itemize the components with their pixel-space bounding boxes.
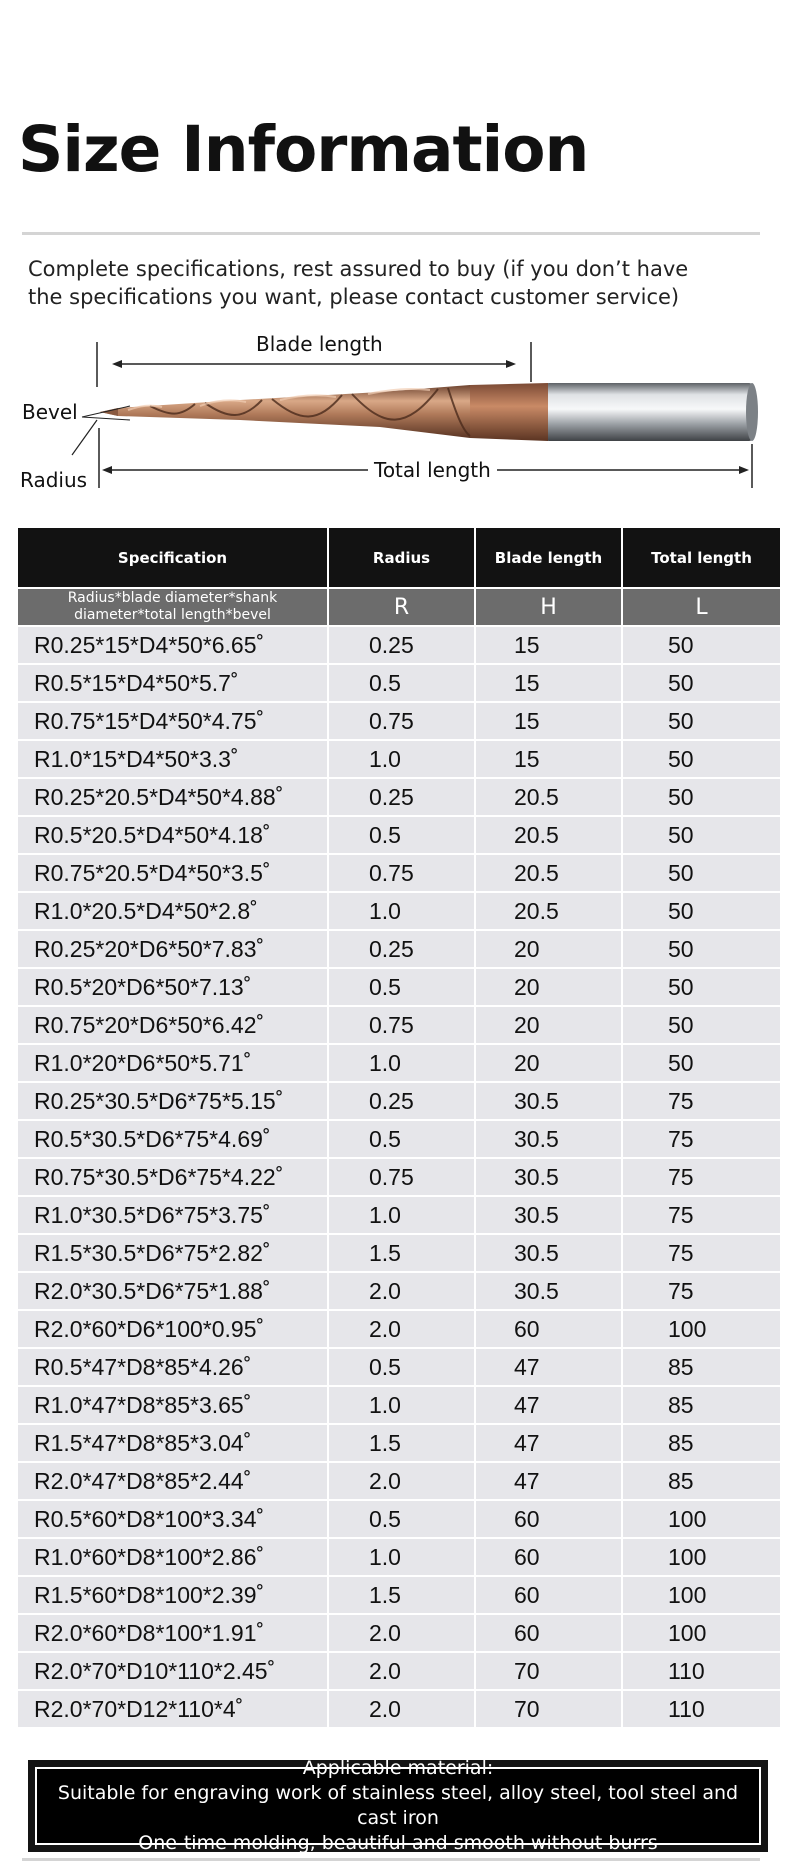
subheader-description (18, 588, 328, 626)
total-length-cell: 50 (622, 740, 780, 778)
spec-cell: R1.0*30.5*D6*75*3.75˚ (18, 1196, 328, 1234)
table-row (18, 1196, 780, 1234)
header-radius: Radius (328, 528, 475, 588)
table-row (18, 1272, 780, 1310)
subheader-h-symbol: H (475, 588, 622, 626)
blade-length-cell: 15 (475, 626, 622, 664)
spec-cell: R0.75*20.5*D4*50*3.5˚ (18, 854, 328, 892)
spec-cell: R2.0*70*D10*110*2.45˚ (18, 1652, 328, 1690)
spec-cell: R0.5*20.5*D4*50*4.18˚ (18, 816, 328, 854)
blade-length-cell: 60 (475, 1310, 622, 1348)
header-blade-length: Blade length (475, 528, 622, 588)
table-row (18, 1424, 780, 1462)
blade-arrow-right (506, 360, 516, 368)
total-length-cell: 50 (622, 930, 780, 968)
shank-end (746, 383, 758, 441)
blade-length-cell: 60 (475, 1614, 622, 1652)
radius-cell: 0.25 (328, 778, 475, 816)
total-length-cell: 75 (622, 1158, 780, 1196)
radius-cell: 2.0 (328, 1690, 475, 1728)
shank (545, 383, 753, 441)
total-length-cell: 100 (622, 1500, 780, 1538)
blade-length-cell: 60 (475, 1500, 622, 1538)
spec-cell: R0.75*15*D4*50*4.75˚ (18, 702, 328, 740)
total-arrow-right (739, 466, 749, 474)
spec-cell: R2.0*47*D8*85*2.44˚ (18, 1462, 328, 1500)
radius-cell: 1.5 (328, 1424, 475, 1462)
radius-cell: 0.5 (328, 1348, 475, 1386)
table-row (18, 1652, 780, 1690)
total-length-cell: 85 (622, 1462, 780, 1500)
spec-cell: R1.0*15*D4*50*3.3˚ (18, 740, 328, 778)
table-row (18, 1500, 780, 1538)
total-length-cell: 50 (622, 892, 780, 930)
total-length-cell: 50 (622, 702, 780, 740)
total-length-cell: 50 (622, 1006, 780, 1044)
blade-length-cell: 20 (475, 1006, 622, 1044)
intro-text (28, 255, 748, 311)
table-row (18, 892, 780, 930)
blade-length-cell: 30.5 (475, 1234, 622, 1272)
radius-cell: 0.75 (328, 1006, 475, 1044)
radius-cell: 2.0 (328, 1614, 475, 1652)
table-row (18, 1044, 780, 1082)
total-length-cell: 50 (622, 816, 780, 854)
total-length-cell: 85 (622, 1424, 780, 1462)
radius-cell: 1.0 (328, 1044, 475, 1082)
total-length-cell: 75 (622, 1082, 780, 1120)
blade-length-cell: 47 (475, 1462, 622, 1500)
header-total-length: Total length (622, 528, 780, 588)
total-length-cell: 110 (622, 1652, 780, 1690)
spec-cell: R1.5*30.5*D6*75*2.82˚ (18, 1234, 328, 1272)
blade-length-cell: 30.5 (475, 1272, 622, 1310)
intro-line-2: the specifications you want, please contact customer service) (28, 285, 680, 309)
radius-leader (72, 420, 97, 455)
table-row (18, 740, 780, 778)
radius-cell: 1.0 (328, 892, 475, 930)
total-length-cell: 85 (622, 1386, 780, 1424)
blade-length-cell: 15 (475, 702, 622, 740)
total-length-cell: 100 (622, 1538, 780, 1576)
spec-cell: R1.0*47*D8*85*3.65˚ (18, 1386, 328, 1424)
table-row (18, 1614, 780, 1652)
blade-length-cell: 47 (475, 1386, 622, 1424)
total-length-cell: 75 (622, 1196, 780, 1234)
spec-cell: R1.0*20.5*D4*50*2.8˚ (18, 892, 328, 930)
table-row (18, 1082, 780, 1120)
tool-diagram (0, 320, 790, 495)
spec-cell: R0.25*20.5*D4*50*4.88˚ (18, 778, 328, 816)
radius-cell: 1.0 (328, 740, 475, 778)
radius-cell: 2.0 (328, 1462, 475, 1500)
radius-cell: 0.75 (328, 1158, 475, 1196)
material-finish: One-time molding, beautiful and smooth without burrs (138, 1832, 658, 1854)
table-row (18, 1158, 780, 1196)
table-row (18, 816, 780, 854)
spec-cell: R0.5*30.5*D6*75*4.69˚ (18, 1120, 328, 1158)
table-row (18, 664, 780, 702)
blade-length-label: Blade length (252, 332, 387, 356)
spec-cell: R2.0*60*D6*100*0.95˚ (18, 1310, 328, 1348)
radius-cell: 0.75 (328, 702, 475, 740)
table-row (18, 1234, 780, 1272)
blade-length-cell: 20.5 (475, 854, 622, 892)
spec-cell: R2.0*30.5*D6*75*1.88˚ (18, 1272, 328, 1310)
table-row (18, 626, 780, 664)
total-length-cell: 50 (622, 778, 780, 816)
radius-cell: 2.0 (328, 1272, 475, 1310)
blade-length-cell: 60 (475, 1538, 622, 1576)
total-length-label: Total length (368, 458, 497, 482)
spec-cell: R0.25*30.5*D6*75*5.15˚ (18, 1082, 328, 1120)
radius-label: Radius (20, 468, 88, 492)
table-row (18, 778, 780, 816)
spec-cell: R2.0*60*D8*100*1.91˚ (18, 1614, 328, 1652)
spec-cell: R0.5*47*D8*85*4.26˚ (18, 1348, 328, 1386)
subheader-l-symbol: L (622, 588, 780, 626)
radius-cell: 1.5 (328, 1234, 475, 1272)
spec-cell: R1.5*60*D8*100*2.39˚ (18, 1576, 328, 1614)
intro-line-1: Complete specifications, rest assured to buy (if you don’t have (28, 257, 689, 281)
table-row (18, 1462, 780, 1500)
page-title: Size Information (18, 113, 589, 186)
total-arrow-left (102, 466, 112, 474)
spec-cell: R0.5*15*D4*50*5.7˚ (18, 664, 328, 702)
header-specification: Specification (18, 528, 328, 588)
radius-cell: 2.0 (328, 1310, 475, 1348)
total-length-cell: 85 (622, 1348, 780, 1386)
blade-length-cell: 20.5 (475, 816, 622, 854)
blade-length-cell: 30.5 (475, 1082, 622, 1120)
table-row (18, 1348, 780, 1386)
spec-cell: R0.75*20*D6*50*6.42˚ (18, 1006, 328, 1044)
spec-cell: R0.5*20*D6*50*7.13˚ (18, 968, 328, 1006)
spec-cell: R0.5*60*D8*100*3.34˚ (18, 1500, 328, 1538)
blade-length-cell: 30.5 (475, 1196, 622, 1234)
blade-length-cell: 20 (475, 968, 622, 1006)
blade-length-cell: 15 (475, 740, 622, 778)
spec-cell: R1.5*47*D8*85*3.04˚ (18, 1424, 328, 1462)
blade-length-cell: 20.5 (475, 778, 622, 816)
table-row (18, 1576, 780, 1614)
total-length-cell: 100 (622, 1310, 780, 1348)
radius-cell: 0.25 (328, 930, 475, 968)
blade-length-cell: 20.5 (475, 892, 622, 930)
table-row (18, 968, 780, 1006)
radius-cell: 0.5 (328, 968, 475, 1006)
total-length-cell: 75 (622, 1120, 780, 1158)
radius-cell: 0.5 (328, 1500, 475, 1538)
total-length-cell: 50 (622, 664, 780, 702)
table-row (18, 930, 780, 968)
table-row (18, 1690, 780, 1728)
bevel-leader-bottom (82, 417, 130, 420)
table-row (18, 702, 780, 740)
table-row (18, 854, 780, 892)
total-length-cell: 100 (622, 1576, 780, 1614)
radius-cell: 0.25 (328, 1082, 475, 1120)
blade-length-cell: 60 (475, 1576, 622, 1614)
total-length-cell: 50 (622, 626, 780, 664)
blade-length-cell: 20 (475, 1044, 622, 1082)
collar (470, 383, 548, 441)
spec-cell: R1.0*20*D6*50*5.71˚ (18, 1044, 328, 1082)
material-box (28, 1757, 768, 1854)
blade-length-cell: 70 (475, 1690, 622, 1728)
spec-cell: R1.0*60*D8*100*2.86˚ (18, 1538, 328, 1576)
blade-length-cell: 30.5 (475, 1158, 622, 1196)
blade-arrow-left (112, 360, 122, 368)
radius-cell: 0.5 (328, 816, 475, 854)
subheader-description-line-2: diameter*total length*bevel (74, 607, 271, 623)
blade-length-cell: 70 (475, 1652, 622, 1690)
spec-cell: R0.25*15*D4*50*6.65˚ (18, 626, 328, 664)
blade-length-cell: 47 (475, 1348, 622, 1386)
spec-table (18, 528, 780, 1729)
radius-cell: 2.0 (328, 1652, 475, 1690)
radius-cell: 1.5 (328, 1576, 475, 1614)
subheader-description-line-1: Radius*blade diameter*shank (67, 590, 278, 606)
radius-cell: 1.0 (328, 1196, 475, 1234)
table-header-row (18, 528, 780, 588)
table-row (18, 1310, 780, 1348)
total-length-cell: 50 (622, 968, 780, 1006)
total-length-cell: 100 (622, 1614, 780, 1652)
radius-cell: 0.25 (328, 626, 475, 664)
spec-cell: R0.75*30.5*D6*75*4.22˚ (18, 1158, 328, 1196)
radius-cell: 0.5 (328, 664, 475, 702)
radius-cell: 1.0 (328, 1538, 475, 1576)
material-inner (35, 1757, 761, 1854)
blade-length-cell: 47 (475, 1424, 622, 1462)
spec-cell: R2.0*70*D12*110*4˚ (18, 1690, 328, 1728)
bevel-label: Bevel (22, 400, 78, 424)
title-divider (22, 232, 760, 235)
radius-cell: 1.0 (328, 1386, 475, 1424)
table-row (18, 1120, 780, 1158)
spec-cell: R0.25*20*D6*50*7.83˚ (18, 930, 328, 968)
total-length-cell: 50 (622, 854, 780, 892)
table-subheader-row (18, 588, 780, 626)
bottom-divider (22, 1858, 760, 1861)
blade-length-cell: 20 (475, 930, 622, 968)
total-length-cell: 75 (622, 1234, 780, 1272)
blade-length-cell: 30.5 (475, 1120, 622, 1158)
total-length-cell: 75 (622, 1272, 780, 1310)
table-row (18, 1538, 780, 1576)
table-row (18, 1386, 780, 1424)
blade-length-cell: 15 (475, 664, 622, 702)
radius-cell: 0.75 (328, 854, 475, 892)
radius-cell: 0.5 (328, 1120, 475, 1158)
total-length-cell: 50 (622, 1044, 780, 1082)
subheader-r-symbol: R (328, 588, 475, 626)
table-row (18, 1006, 780, 1044)
material-heading: Applicable material: (302, 1757, 494, 1779)
total-length-cell: 110 (622, 1690, 780, 1728)
material-suitability: Suitable for engraving work of stainless steel, alloy steel, tool steel and cast iron (57, 1782, 739, 1829)
